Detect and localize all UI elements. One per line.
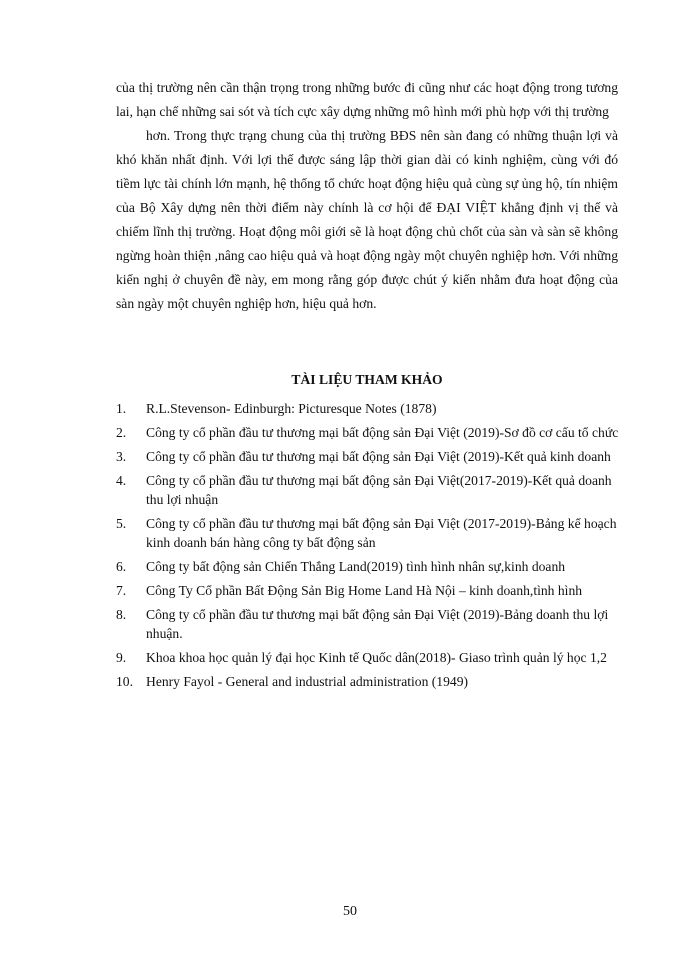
reference-item: [116, 557, 626, 576]
reference-number: 8.: [116, 607, 127, 622]
body-text: [116, 76, 618, 316]
reference-number: 9.: [116, 650, 127, 665]
page-number: 50: [343, 904, 357, 919]
reference-item: [116, 514, 626, 552]
reference-text: Công Ty Cổ phần Bất Động Sản Big Home Land Hà Nội – kinh doanh,tình hình: [146, 583, 583, 598]
reference-item: [116, 423, 626, 442]
reference-number: 3.: [116, 449, 127, 464]
reference-text: Henry Fayol - General and industrial administration (1949): [146, 674, 469, 689]
reference-text: Công ty cổ phần đầu tư thương mại bất động sản Đại Việt (2019)-Kết quả kinh doanh: [146, 449, 611, 464]
reference-text: Công ty cổ phần đầu tư thương mại bất động sản Đại Việt (2019)-Bảng doanh thu lợi nhuận.: [146, 607, 609, 641]
reference-item: [116, 581, 626, 600]
references-title: TÀI LIỆU THAM KHẢO: [291, 372, 443, 387]
reference-number: 2.: [116, 425, 127, 440]
reference-text: Công ty cổ phần đầu tư thương mại bất động sản Đại Việt (2019)-Sơ đồ cơ cấu tổ chức: [146, 425, 619, 440]
paragraph: của thị trường nên cần thận trọng trong những bước đi cũng như các hoạt động trong tương lai, hạn chế những sai sót và tích cực xây dựng những mô hình mới phù hợp với thị trường: [116, 80, 618, 119]
reference-item: [116, 399, 626, 418]
reference-item: [116, 471, 626, 509]
reference-number: 7.: [116, 583, 127, 598]
reference-number: 6.: [116, 559, 127, 574]
reference-item: [116, 648, 626, 667]
reference-text: Công ty cổ phần đầu tư thương mại bất động sản Đại Việt (2017-2019)-Bảng kế hoạch kinh doanh bán hàng công ty bất động sản: [146, 516, 617, 550]
references-list: [116, 394, 626, 691]
reference-text: Khoa khoa học quản lý đại học Kinh tế Quốc dân(2018)- Giaso trình quản lý học 1,2: [146, 650, 607, 665]
reference-item: [116, 605, 626, 643]
reference-number: 4.: [116, 473, 127, 488]
reference-item: [116, 447, 626, 466]
reference-number: 10.: [116, 674, 133, 689]
reference-text: Công ty cổ phần đầu tư thương mại bất động sản Đại Việt(2017-2019)-Kết quả doanh thu lợi nhuận: [146, 473, 612, 507]
reference-text: Công ty bất động sản Chiến Thắng Land(2019) tình hình nhân sự,kinh doanh: [146, 559, 566, 574]
paragraph: hơn. Trong thực trạng chung của thị trường BĐS nên sàn đang có những thuận lợi và khó khăn nhất định. Với lợi thế được sáng lập thời gian dài có kinh nghiệm, cùng với đó tiềm lực tài chính lớn mạnh, hệ thống tổ chức hoạt động hiệu quả cùng sự ủng hộ, tín nhiệm của Bộ Xây dựng nên thời điểm này chính là cơ hội để ĐẠI VIỆT khẳng định vị thế và chiếm lĩnh thị trường. Hoạt động môi giới sẽ là hoạt động chủ chốt của sàn và sàn sẽ không ngừng hoàn thiện ,nâng cao hiệu quả và hoạt động ngày một chuyên nghiệp hơn. Với những kiến nghị ở chuyên đề này, em mong rằng góp được chút ý kiến nhằm đưa hoạt động của sàn ngày một chuyên nghiệp hơn, hiệu quả hơn.: [116, 128, 618, 311]
reference-item: [116, 672, 626, 691]
reference-number: 1.: [116, 401, 127, 416]
reference-number: 5.: [116, 516, 127, 531]
reference-text: R.L.Stevenson- Edinburgh: Picturesque Notes (1878): [146, 401, 437, 416]
